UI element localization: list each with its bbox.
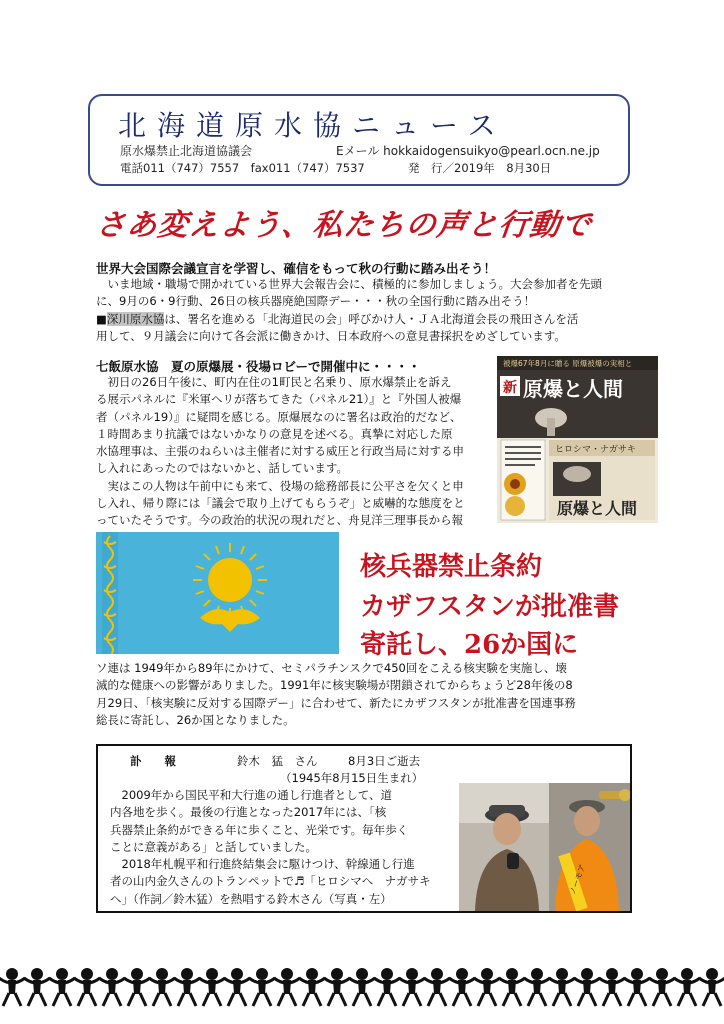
issue-date: 発 行／2019年 8月30日 bbox=[408, 161, 552, 175]
section1-line: に、9月の6・9行動、26日の核兵器廃絶国際デー・・・秋の全国行動に踏み出そう！ bbox=[96, 294, 536, 309]
section2-line: 実はこの人物は午前中にも来て、役場の総務部長に公平さを欠くと申 bbox=[96, 478, 464, 493]
section2-title: 七飯原水協 夏の原爆展・役場ロビーで開催中に・・・・ bbox=[96, 359, 421, 374]
obituary-body bbox=[110, 787, 431, 908]
dancing-figure-icon bbox=[324, 968, 350, 1006]
marchers-photo bbox=[459, 783, 630, 911]
poster-illustration bbox=[497, 356, 658, 523]
dancing-figure-icon bbox=[174, 968, 200, 1006]
dancing-figure-icon bbox=[549, 968, 575, 1006]
dancing-figure-icon bbox=[674, 968, 700, 1006]
dancing-figure-icon bbox=[299, 968, 325, 1006]
poster-subtitle: ヒロシマ・ナガサキ bbox=[555, 445, 636, 455]
section1-line: 用して、９月議会に向けて各会派に働きかけ、日本政府への意見書採択をめざしています。 bbox=[96, 328, 566, 343]
section1-body bbox=[96, 276, 602, 345]
section2-line: 水協理事は、主張のねらいは主催者に対する威圧と行政当局に対する申 bbox=[96, 444, 464, 459]
kazakh-line: 総長に寄託し、26か国となりました。 bbox=[96, 712, 295, 727]
section2-line: っていたそうです。今の政治的状況の現れだと、舟見洋三理事長から報 bbox=[96, 513, 464, 528]
dancing-figure-icon bbox=[274, 968, 300, 1006]
dancing-figure-icon bbox=[24, 968, 50, 1006]
main-headline: さあ変えよう、私たちの声と行動で bbox=[93, 208, 594, 243]
obituary-line: へ」（作詞／鈴木猛）を熱唱する鈴木さん（写真・左） bbox=[110, 891, 392, 906]
kazakh-headline-line2: カザフスタンが批准書 bbox=[360, 592, 619, 622]
dancing-figure-icon bbox=[74, 968, 100, 1006]
publisher-phone: 電話011（747）7557 fax011（747）7537 bbox=[120, 161, 365, 175]
dancing-figure-icon bbox=[99, 968, 125, 1006]
section2-line: し入れ、帰り際には「議会で取り上げてもらうぞ」と威嚇的な態度をと bbox=[96, 496, 465, 511]
dancing-figure-icon bbox=[599, 968, 625, 1006]
highlight-org: 深川原水協 bbox=[106, 311, 165, 326]
dancing-figure-icon bbox=[149, 968, 175, 1006]
dancing-figure-icon bbox=[624, 968, 650, 1006]
poster-title: 原爆と人間 bbox=[523, 377, 623, 401]
dancing-figure-icon bbox=[474, 968, 500, 1006]
sash-text: ノーモア bbox=[567, 863, 588, 897]
marchers-illustration bbox=[459, 783, 630, 911]
flag-graphic bbox=[96, 532, 339, 654]
kazakh-headline-line3: 寄託し、26か国に bbox=[360, 630, 579, 660]
bullet-mark: ■ bbox=[96, 311, 107, 326]
dancing-figure-icon bbox=[499, 968, 525, 1006]
kazakh-line: 滅的な健康への影響がありました。1991年に核実験場が閉鎖されてからちょうど28年後の8 bbox=[96, 678, 573, 693]
obituary-line: 者の山内金久さんのトランペットで♬「ヒロシマへ ナガサキ bbox=[110, 874, 431, 889]
section1-line bbox=[96, 311, 602, 328]
section2-line: 者（パネル19）』に疑問を感じる。原爆展なのに署名は政治的だなど、 bbox=[96, 409, 462, 424]
dancing-figure-icon bbox=[399, 968, 425, 1006]
publisher-name: 原水爆禁止北海道協議会 bbox=[120, 144, 253, 158]
section1-line: いま地域・職場で開かれている世界大会報告会に、積極的に参加しましょう。大会参加者を先頭 bbox=[96, 277, 602, 291]
dancing-figure-icon bbox=[0, 968, 25, 1006]
newsletter-title: 北海道原水協ニュース bbox=[118, 109, 507, 142]
obituary-line: 2009年から国民平和大行進の通し行進者として、道 bbox=[110, 788, 393, 802]
kazakh-body bbox=[96, 660, 576, 729]
obituary-born: （1945年8月15日生まれ） bbox=[280, 771, 424, 785]
dancing-figure-icon bbox=[349, 968, 375, 1006]
dancing-figure-icon bbox=[424, 968, 450, 1006]
dancing-figure-icon bbox=[249, 968, 275, 1006]
dancing-figures-border bbox=[0, 966, 724, 1008]
obituary-line: ことに意義がある」と話していました。 bbox=[110, 839, 317, 854]
dancing-figure-icon bbox=[449, 968, 475, 1006]
obituary-passed: 8月3日ご逝去 bbox=[348, 754, 421, 768]
kazakhstan-flag bbox=[96, 532, 339, 654]
section2-body bbox=[96, 374, 465, 547]
dancing-figure-icon bbox=[699, 968, 724, 1006]
poster-caption: 被爆67年8月に贈る 原爆被爆の実相と bbox=[503, 359, 633, 368]
border-graphic bbox=[0, 966, 724, 1008]
obituary-line: 2018年札幌平和行進終結集会に駆けつけ、幹線通し行進 bbox=[110, 857, 415, 872]
obituary-label: 訃 報 bbox=[130, 754, 176, 768]
obituary-line: 兵器禁止条約ができる年に歩くこと、光栄です。毎年歩く bbox=[110, 822, 409, 837]
dancing-figure-icon bbox=[649, 968, 675, 1006]
kazakh-line: ソ連は 1949年から89年にかけて、セミパラチンスクで450回をこえる核実験を実施し、壊 bbox=[96, 661, 567, 675]
atomic-bomb-poster-image bbox=[497, 356, 658, 523]
section2-line: る展示パネルに『米軍ヘリが落ちてきた（パネル21）』と『外国人被爆 bbox=[96, 392, 462, 407]
obituary-name: 鈴木 猛 さん bbox=[237, 754, 318, 768]
section1-line-rest: は、署名を進める「北海道民の会」呼びかけ人・ＪＡ北海道会長の飛田さんを活 bbox=[164, 311, 579, 326]
dancing-figure-icon bbox=[199, 968, 225, 1006]
kazakh-line: 月29日、「核実験に反対する国際デー」に合わせて、新たにカザフスタンが批准書を国連事務 bbox=[96, 695, 576, 710]
masthead-box bbox=[88, 94, 630, 186]
dancing-figure-icon bbox=[224, 968, 250, 1006]
obituary-line: 内各地を歩く。最後の行進となった2017年には、「核 bbox=[110, 805, 387, 820]
publisher-email: Eメール hokkaidogensuikyo@pearl.ocn.ne.jp bbox=[336, 144, 600, 158]
poster-title-lower: 原爆と人間 bbox=[557, 499, 638, 518]
dancing-figure-icon bbox=[574, 968, 600, 1006]
section2-line: １時間あまり抗議ではないかなりの意見を述べる。真摯に対応した原 bbox=[96, 426, 453, 441]
section2-line: 初日の26日午後に、町内在住の1町民と名乗り、原水爆禁止を訴え bbox=[96, 375, 452, 389]
kazakh-headline-line1: 核兵器禁止条約 bbox=[360, 552, 543, 582]
dancing-figure-icon bbox=[374, 968, 400, 1006]
section1-title: 世界大会国際会議宣言を学習し、確信をもって秋の行動に踏み出そう！ bbox=[96, 261, 497, 276]
section2-line: し入れにあったのではないかと、話しています。 bbox=[96, 461, 348, 476]
dancing-figure-icon bbox=[524, 968, 550, 1006]
dancing-figure-icon bbox=[124, 968, 150, 1006]
dancing-figure-icon bbox=[49, 968, 75, 1006]
poster-badge: 新 bbox=[503, 380, 517, 396]
